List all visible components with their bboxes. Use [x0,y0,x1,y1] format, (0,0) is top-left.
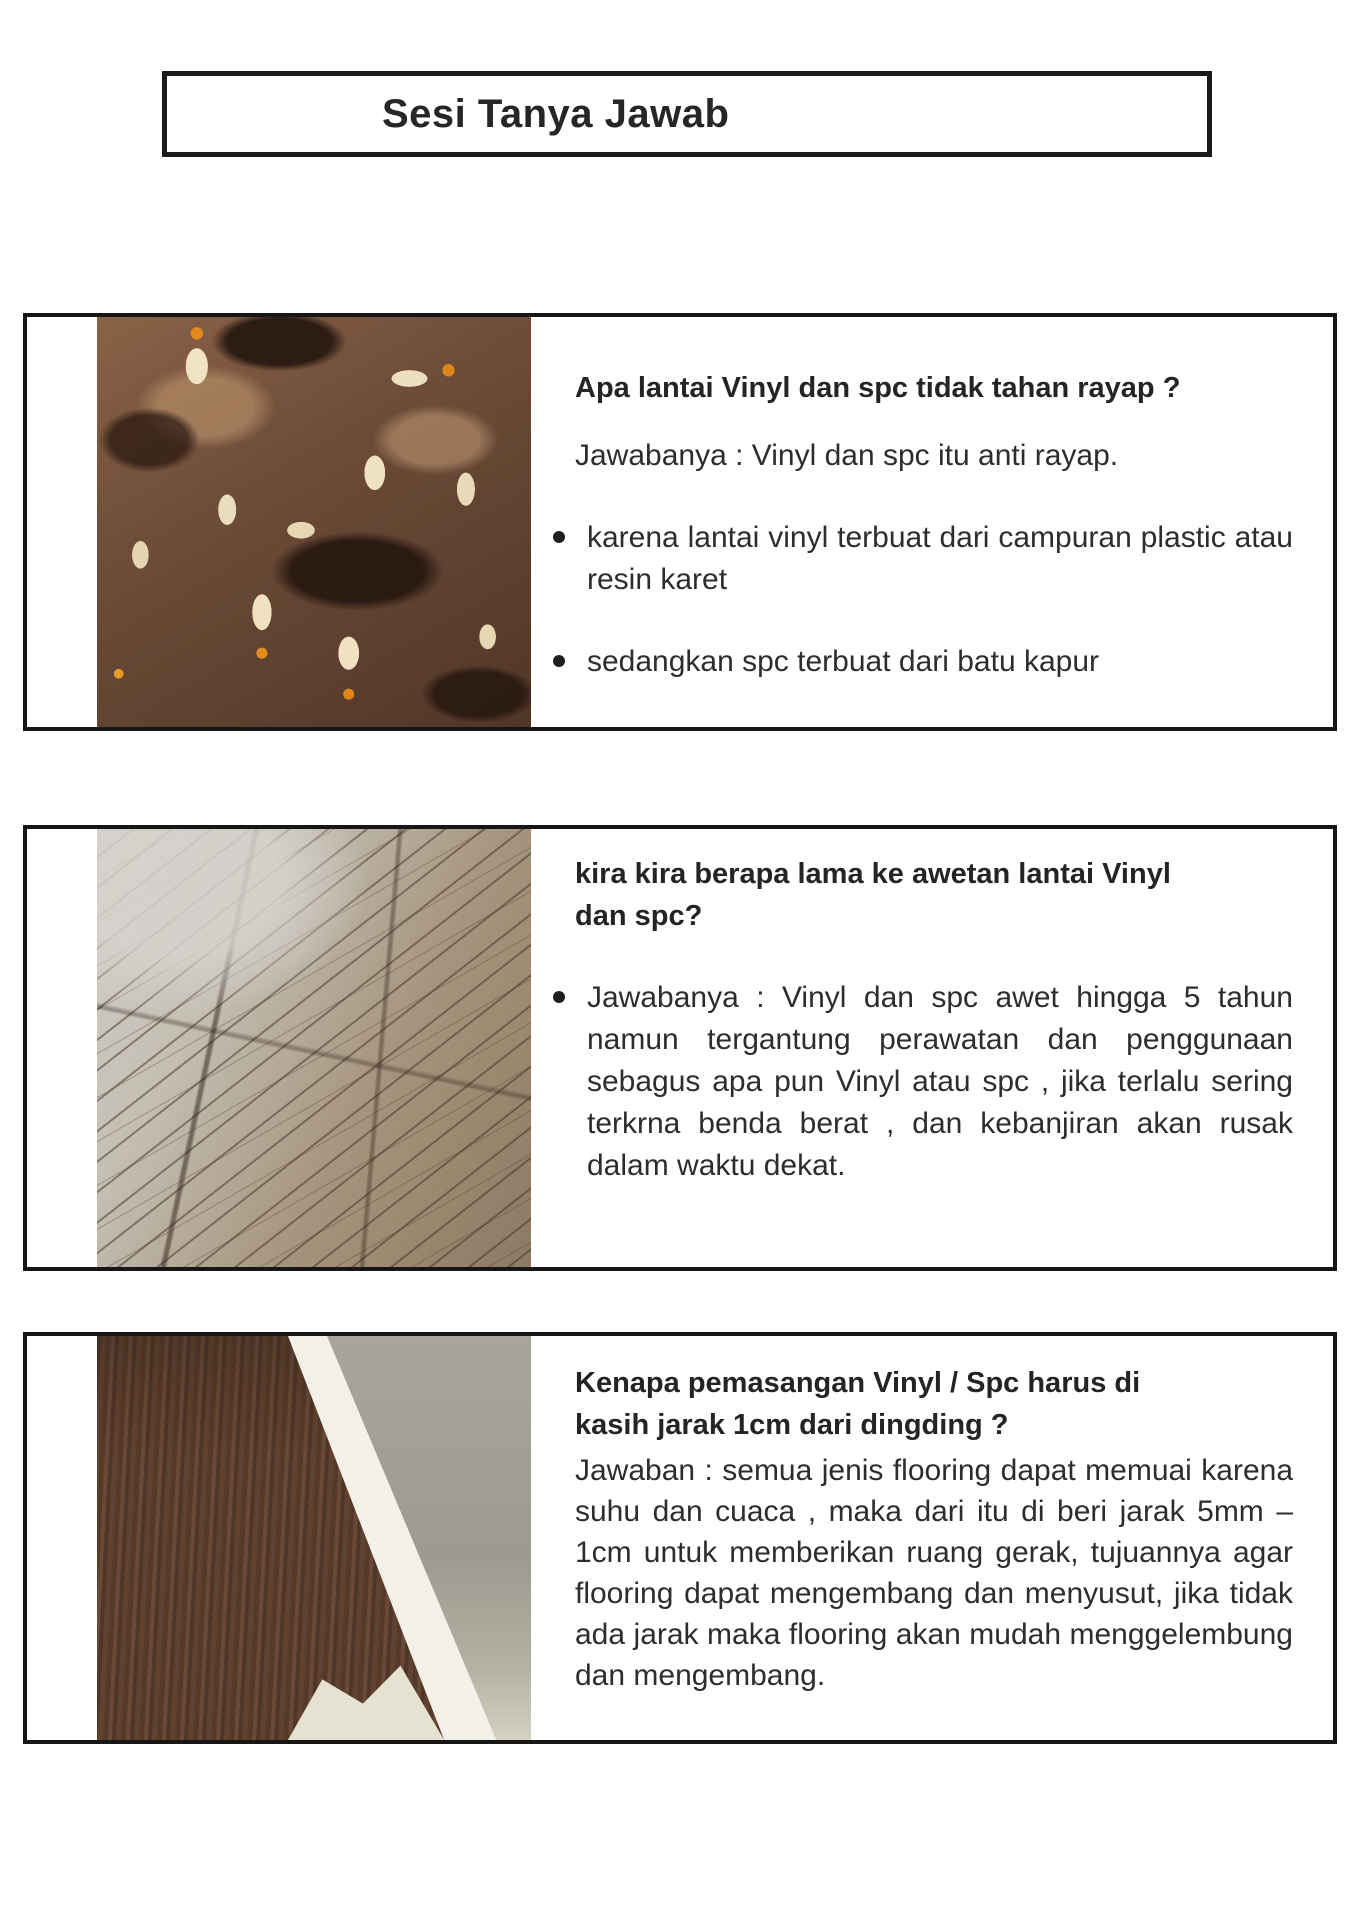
bullet-text: sedangkan spc terbuat dari batu kapur [587,645,1100,678]
bullet-dot-icon [553,531,565,543]
bullet-dot-icon [553,655,565,667]
bullet-text: Jawabanya : Vinyl dan spc awet hingga 5 tahun namun tergantung perawatan dan penggunaan sebagus apa pun Vinyl atau spc , jika terlalu sering terkrna benda berat , dan kebanjiran akan rusak dalam waktu dekat. [587,981,1293,1182]
bullet-item [553,517,1293,601]
bullet-item [553,977,1293,1187]
bullet-item [553,641,1293,683]
question-text: Apa lantai Vinyl dan spc tidak tahan rayap ? [575,372,1181,404]
question-text: kira kira berapa lama ke awetan lantai Vinyl dan spc? [575,858,1171,932]
termite-colony-photo [97,317,531,727]
qa-content [531,1336,1333,1740]
qa-section-termites [23,313,1337,731]
page-title-box [162,71,1212,157]
vinyl-plank-wall-gap-photo [97,1336,531,1740]
qa-section-wall-gap [23,1332,1337,1744]
answer-intro-text: Jawabanya : Vinyl dan spc itu anti rayap. [575,439,1119,472]
qa-content [531,829,1333,1267]
qa-section-durability [23,825,1337,1271]
scratched-vinyl-floor-photo [97,829,531,1267]
qa-content [531,317,1333,727]
page-title: Sesi Tanya Jawab [382,91,730,136]
bullet-dot-icon [553,991,565,1003]
answer-text: Jawaban : semua jenis flooring dapat memuai karena suhu dan cuaca , maka dari itu di beri jarak 5mm – 1cm untuk memberikan ruang gerak, tujuannya agar flooring dapat mengembang dan menyusut, jika tidak ada jarak maka flooring akan mudah menggelembung dan mengembang. [575,1454,1293,1692]
question-text: Kenapa pemasangan Vinyl / Spc harus di kasih jarak 1cm dari dingding ? [575,1367,1141,1441]
bullet-text: karena lantai vinyl terbuat dari campuran plastic atau resin karet [587,521,1293,596]
